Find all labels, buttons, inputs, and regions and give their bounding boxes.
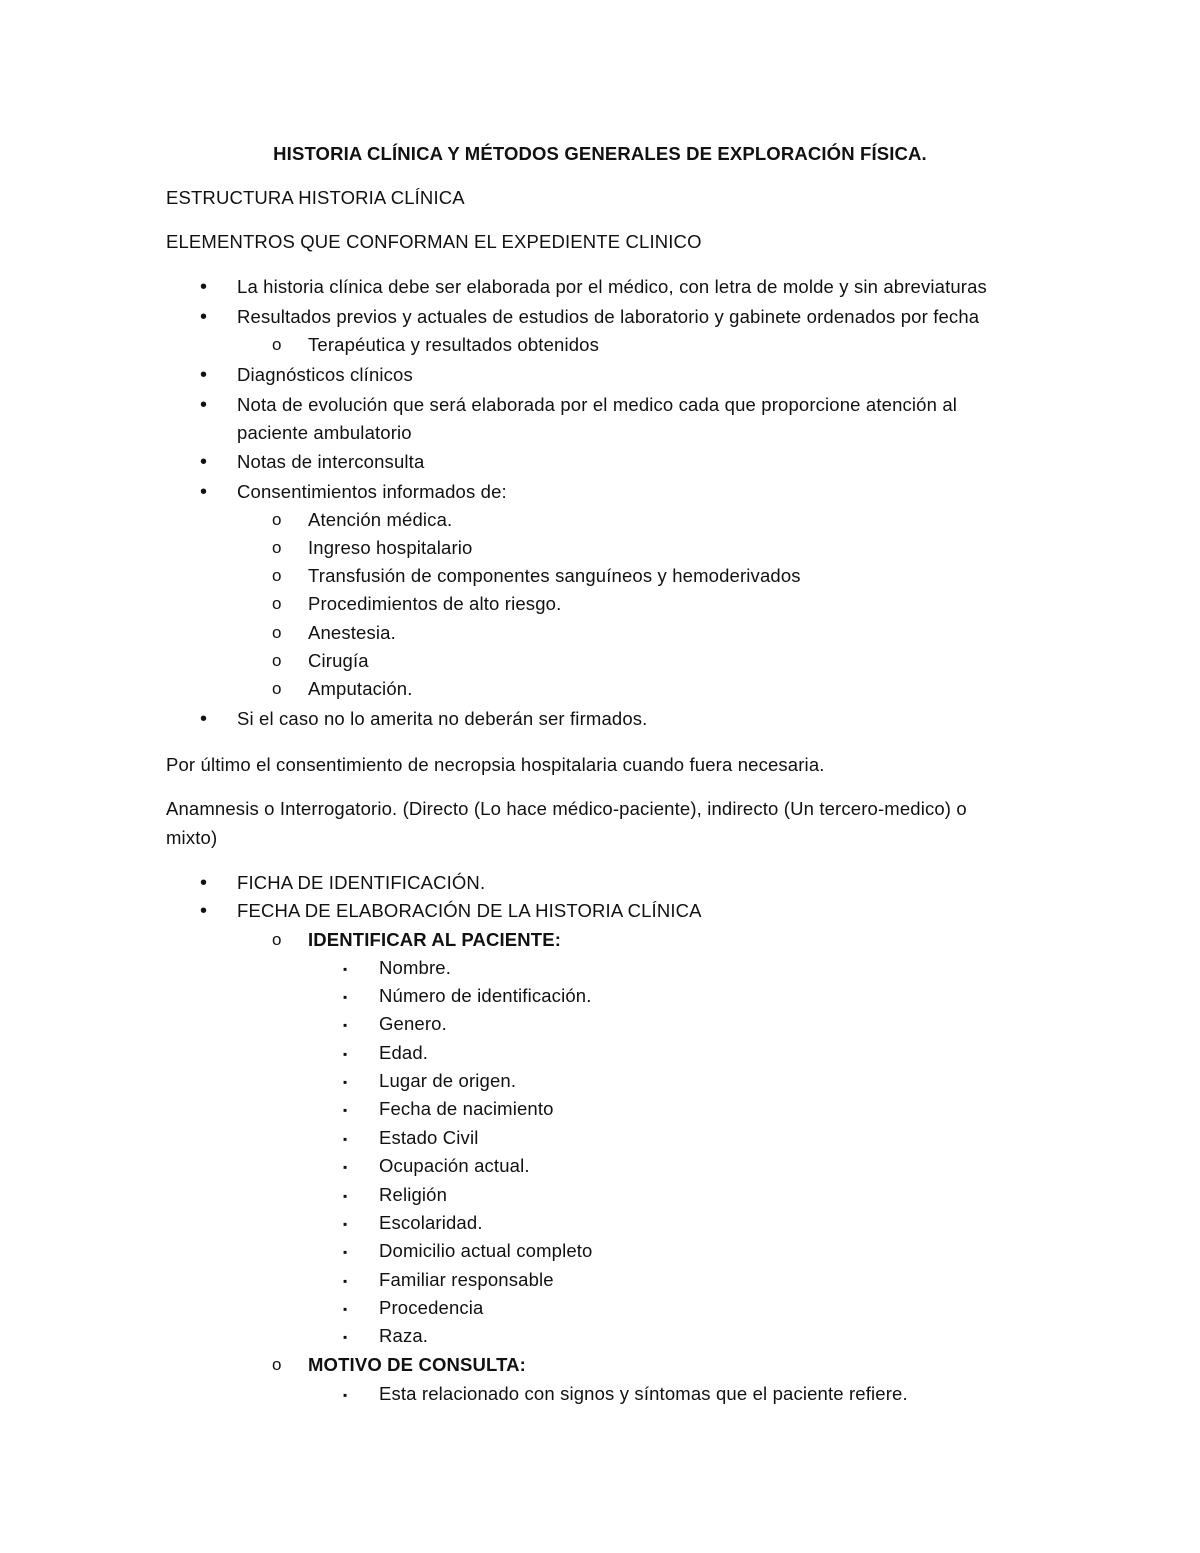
sub-list-item: Amputación. <box>308 678 413 699</box>
sub-heading-reason-for-consultation: MOTIVO DE CONSULTA: <box>308 1354 526 1375</box>
bullet-marker: • <box>200 306 208 328</box>
sub-sub-list-item: Escolaridad. <box>379 1212 483 1233</box>
sub-sub-list-item: Nombre. <box>379 957 451 978</box>
sub-sub-list-item: Fecha de nacimiento <box>379 1098 554 1119</box>
sub-sub-list-item: Raza. <box>379 1325 429 1346</box>
square-marker: ▪ <box>343 1189 348 1203</box>
paragraph-anamnesis-continuation: mixto) <box>166 827 218 848</box>
circle-marker: o <box>272 566 282 585</box>
list-item: Diagnósticos clínicos <box>237 364 413 385</box>
sub-sub-list-item: Religión <box>379 1184 448 1205</box>
square-marker: ▪ <box>343 1018 348 1032</box>
paragraph-anamnesis: Anamnesis o Interrogatorio. (Directo (Lo hace médico-paciente), indirecto (Un tercero-medico) o <box>166 798 967 819</box>
sub-sub-list-item: Ocupación actual. <box>379 1155 530 1176</box>
list-item: Resultados previos y actuales de estudios de laboratorio y gabinete ordenados por fecha <box>237 306 980 327</box>
square-marker: ▪ <box>343 962 348 976</box>
circle-marker: o <box>272 510 282 529</box>
sub-sub-list-item: Domicilio actual completo <box>379 1240 593 1261</box>
list-item: Consentimientos informados de: <box>237 481 507 502</box>
bullet-marker: • <box>200 481 208 503</box>
square-marker: ▪ <box>343 1132 348 1146</box>
circle-marker: o <box>272 335 282 354</box>
square-marker: ▪ <box>343 1302 348 1316</box>
list-item: La historia clínica debe ser elaborada por el médico, con letra de molde y sin abreviaturas <box>237 276 987 297</box>
list-item: Si el caso no lo amerita no deberán ser firmados. <box>237 708 648 729</box>
sub-list-item: Procedimientos de alto riesgo. <box>308 593 562 614</box>
sub-list-item: Transfusión de componentes sanguíneos y hemoderivados <box>308 565 801 586</box>
section-heading-elements: ELEMENTROS QUE CONFORMAN EL EXPEDIENTE CLINICO <box>166 231 702 252</box>
circle-marker: o <box>272 594 282 613</box>
circle-marker: o <box>272 623 282 642</box>
list-item: FICHA DE IDENTIFICACIÓN. <box>237 872 486 893</box>
sub-heading-identify-patient: IDENTIFICAR AL PACIENTE: <box>308 929 562 950</box>
sub-list-item: Atención médica. <box>308 509 453 530</box>
paragraph-necropsy: Por último el consentimiento de necropsia hospitalaria cuando fuera necesaria. <box>166 754 825 775</box>
circle-marker: o <box>272 930 282 949</box>
bullet-marker: • <box>200 364 208 386</box>
sub-list-item: Cirugía <box>308 650 369 671</box>
square-marker: ▪ <box>343 1103 348 1117</box>
bullet-marker: • <box>200 451 208 473</box>
bullet-marker: • <box>200 276 208 298</box>
sub-list-item: Terapéutica y resultados obtenidos <box>308 334 600 355</box>
sub-sub-list-item: Edad. <box>379 1042 429 1063</box>
square-marker: ▪ <box>343 1388 348 1402</box>
square-marker: ▪ <box>343 1274 348 1288</box>
bullet-marker: • <box>200 872 208 894</box>
square-marker: ▪ <box>343 1330 348 1344</box>
bullet-marker: • <box>200 394 208 416</box>
sub-sub-list-item: Esta relacionado con signos y síntomas que el paciente refiere. <box>379 1383 908 1404</box>
sub-sub-list-item: Lugar de origen. <box>379 1070 517 1091</box>
circle-marker: o <box>272 538 282 557</box>
section-heading-structure: ESTRUCTURA HISTORIA CLÍNICA <box>166 187 465 208</box>
list-item: Nota de evolución que será elaborada por el medico cada que proporcione atención al <box>237 394 958 415</box>
square-marker: ▪ <box>343 1047 348 1061</box>
list-item-continuation: paciente ambulatorio <box>237 422 412 443</box>
circle-marker: o <box>272 679 282 698</box>
sub-list-item: Anestesia. <box>308 622 396 643</box>
sub-sub-list-item: Número de identificación. <box>379 985 592 1006</box>
square-marker: ▪ <box>343 990 348 1004</box>
square-marker: ▪ <box>343 1160 348 1174</box>
sub-sub-list-item: Procedencia <box>379 1297 484 1318</box>
sub-list-item: Ingreso hospitalario <box>308 537 473 558</box>
square-marker: ▪ <box>343 1245 348 1259</box>
square-marker: ▪ <box>343 1075 348 1089</box>
circle-marker: o <box>272 651 282 670</box>
list-item: Notas de interconsulta <box>237 451 425 472</box>
bullet-marker: • <box>200 900 208 922</box>
sub-sub-list-item: Estado Civil <box>379 1127 479 1148</box>
sub-sub-list-item: Familiar responsable <box>379 1269 554 1290</box>
document-title: HISTORIA CLÍNICA Y MÉTODOS GENERALES DE EXPLORACIÓN FÍSICA. <box>273 143 927 164</box>
circle-marker: o <box>272 1355 282 1374</box>
bullet-marker: • <box>200 708 208 730</box>
square-marker: ▪ <box>343 1217 348 1231</box>
sub-sub-list-item: Genero. <box>379 1013 447 1034</box>
list-item: FECHA DE ELABORACIÓN DE LA HISTORIA CLÍNICA <box>237 900 702 921</box>
